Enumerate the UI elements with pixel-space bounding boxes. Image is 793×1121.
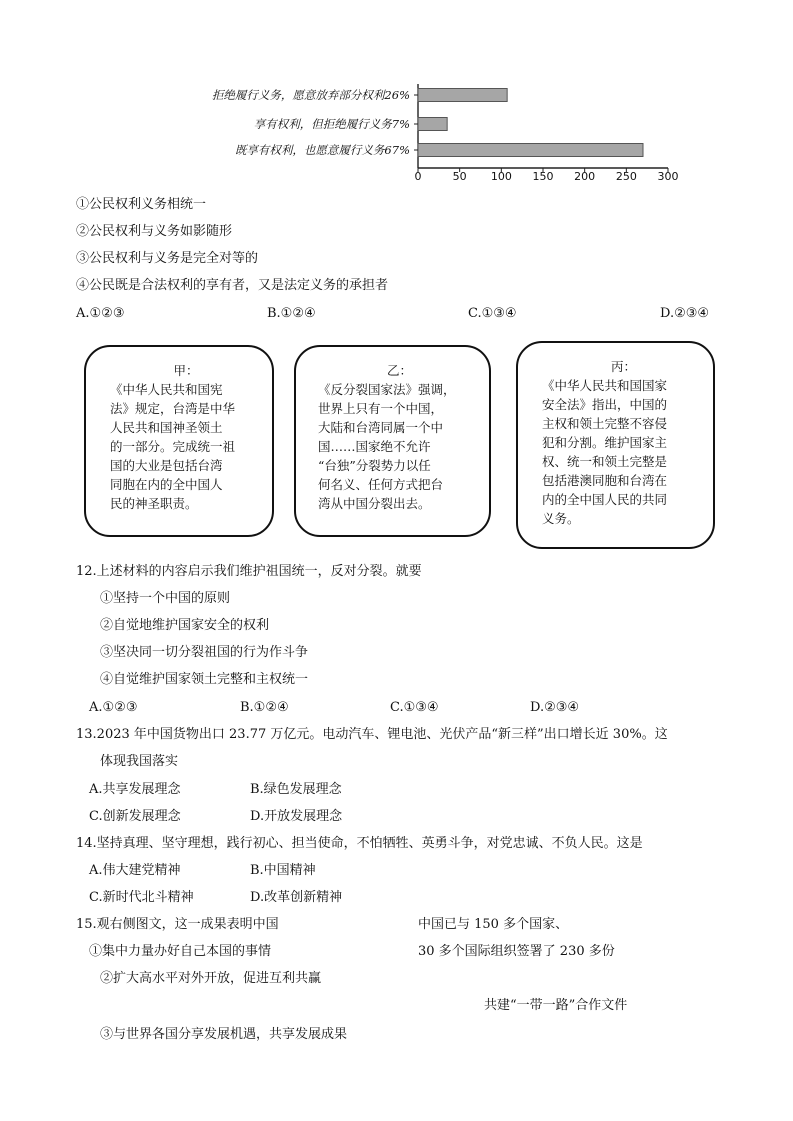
card-jia-line: 民的神圣职责。 bbox=[110, 496, 198, 511]
card-bing-line: 安全法》指出，中国的 bbox=[542, 397, 668, 412]
q12-item-4: ④自觉维护国家领土完整和主权统一 bbox=[100, 672, 309, 687]
card-bing-line: 权、统一和领土完整是 bbox=[542, 454, 668, 469]
q13-stem-line2: 体现我国落实 bbox=[100, 754, 179, 769]
card-jia bbox=[84, 345, 274, 537]
q14-choice-c: C.新时代北斗精神 bbox=[89, 890, 194, 905]
q11-choice-b: B.①②④ bbox=[267, 306, 316, 321]
q12-stem: 12.上述材料的内容启示我们维护祖国统一，反对分裂。就要 bbox=[76, 564, 422, 579]
card-yi-title: 乙： bbox=[386, 363, 412, 378]
q11-choice-c: C.①③④ bbox=[468, 306, 517, 321]
card-jia-line: 的一部分。完成统一祖 bbox=[110, 439, 236, 454]
bar-chart-svg bbox=[0, 0, 793, 185]
q14-choice-a: A.伟大建党精神 bbox=[89, 863, 181, 878]
q14-choice-b: B.中国精神 bbox=[250, 863, 316, 878]
q11-item-3: ③公民权利与义务是完全对等的 bbox=[76, 251, 259, 266]
bar bbox=[418, 144, 643, 157]
q13-stem-line1: 13.2023 年中国货物出口 23.77 万亿元。电动汽车、锂电池、光伏产品“新三样”出口增长近 30%。这 bbox=[76, 727, 668, 742]
x-tick-label: 200 bbox=[574, 170, 596, 183]
x-tick-label: 300 bbox=[657, 170, 679, 183]
q13-choice-d: D.开放发展理念 bbox=[250, 809, 343, 824]
q15-item-3: ③与世界各国分享发展机遇，共享发展成果 bbox=[100, 1027, 348, 1042]
card-bing-line: 《中华人民共和国国家 bbox=[542, 378, 668, 393]
q11-item-2: ②公民权利与义务如影随形 bbox=[76, 224, 233, 239]
q14-stem: 14.坚持真理、坚守理想，践行初心、担当使命，不怕牺牲、英勇斗争，对党忠诚、不负人民。这是 bbox=[76, 836, 643, 851]
q12-item-2: ②自觉地维护国家安全的权利 bbox=[100, 618, 270, 633]
card-bing-line: 内的全中国人民的共同 bbox=[542, 492, 668, 507]
q13-choice-c: C.创新发展理念 bbox=[89, 809, 181, 824]
q15-item-2: ②扩大高水平对外开放，促进互利共赢 bbox=[100, 971, 322, 986]
q11-choice-a: A.①②③ bbox=[76, 306, 125, 321]
q11-choice-d: D.②③④ bbox=[660, 306, 710, 321]
q13-choice-a: A.共享发展理念 bbox=[89, 782, 181, 797]
card-bing-title: 丙： bbox=[610, 359, 636, 374]
q14-choice-d: D.改革创新精神 bbox=[250, 890, 343, 905]
q15-stem: 15.观右侧图文，这一成果表明中国 bbox=[76, 917, 279, 932]
card-bing-line: 主权和领土完整不容侵 bbox=[542, 416, 668, 431]
card-jia-line: 人民共和国神圣领土 bbox=[110, 420, 223, 435]
x-tick-label: 0 bbox=[414, 170, 422, 183]
x-tick-label: 50 bbox=[452, 170, 467, 183]
category-label: 既享有权利，也愿意履行义务67% bbox=[234, 143, 410, 157]
card-bing bbox=[516, 341, 715, 549]
card-bing-line: 义务。 bbox=[542, 511, 580, 526]
x-tick-label: 250 bbox=[615, 170, 637, 183]
q11-item-1: ①公民权利义务相统一 bbox=[76, 197, 207, 212]
card-yi-line: “台独”分裂势力以任 bbox=[318, 458, 431, 473]
bar bbox=[418, 118, 447, 131]
card-jia-line: 国的大业是包括台湾 bbox=[110, 458, 223, 473]
bar bbox=[418, 89, 507, 102]
card-yi-line: 何名义、任何方式把台 bbox=[318, 477, 444, 492]
q12-item-1: ①坚持一个中国的原则 bbox=[100, 591, 231, 606]
card-bing-line: 包括港澳同胞和台湾在 bbox=[542, 473, 668, 488]
x-tick-label: 100 bbox=[490, 170, 512, 183]
q15-side-line-2: 30 多个国际组织签署了 230 多份 bbox=[418, 944, 615, 959]
q15-side-line-3: 共建“一带一路”合作文件 bbox=[484, 998, 628, 1013]
q11-item-4: ④公民既是合法权利的享有者，又是法定义务的承担者 bbox=[76, 278, 389, 293]
card-yi-line: 世界上只有一个中国， bbox=[318, 401, 444, 416]
q13-choice-b: B.绿色发展理念 bbox=[250, 782, 342, 797]
card-jia-line: 《中华人民共和国宪 bbox=[110, 382, 223, 397]
card-jia-line: 同胞在内的全中国人 bbox=[110, 477, 223, 492]
card-jia-line: 法》规定，台湾是中华 bbox=[110, 401, 236, 416]
card-bing-line: 犯和分割。维护国家主 bbox=[542, 435, 668, 450]
card-yi-line: 《反分裂国家法》强调， bbox=[318, 382, 456, 397]
q12-choice-c: C.①③④ bbox=[390, 700, 439, 715]
q15-side-line-1: 中国已与 150 多个国家、 bbox=[418, 917, 569, 932]
card-yi bbox=[294, 345, 491, 537]
q12-choice-b: B.①②④ bbox=[240, 700, 289, 715]
q15-item-1: ①集中力量办好自己本国的事情 bbox=[89, 944, 272, 959]
card-yi-line: 国……国家绝不允许 bbox=[318, 439, 431, 454]
card-jia-title: 甲： bbox=[173, 363, 199, 378]
category-label: 享有权利，但拒绝履行义务7% bbox=[253, 117, 410, 131]
x-tick-label: 150 bbox=[532, 170, 554, 183]
q12-choice-a: A.①②③ bbox=[89, 700, 138, 715]
q12-item-3: ③坚决同一切分裂祖国的行为作斗争 bbox=[100, 645, 309, 660]
card-yi-line: 湾从中国分裂出去。 bbox=[318, 496, 431, 511]
card-yi-line: 大陆和台湾同属一个中 bbox=[318, 420, 444, 435]
category-label: 拒绝履行义务，愿意放弃部分权利26% bbox=[211, 88, 410, 102]
q12-choice-d: D.②③④ bbox=[530, 700, 580, 715]
